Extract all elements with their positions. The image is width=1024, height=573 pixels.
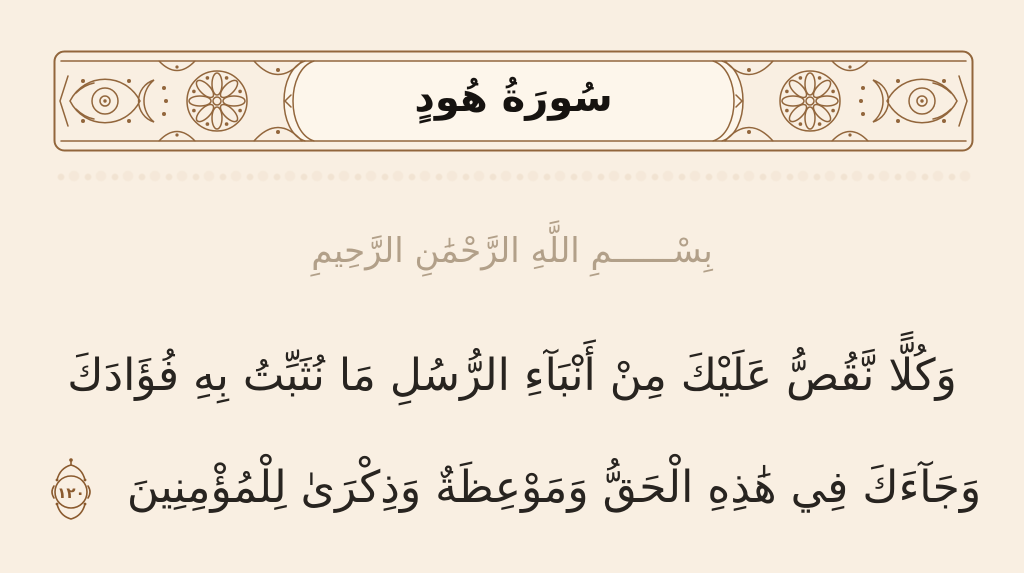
verse-line-2-text: وَجَآءَكَ فِي هَٰذِهِ الْحَقُّ وَمَوْعِظَةٌ وَذِكْرَىٰ لِلْمُؤْمِنِينَ [126,462,982,513]
ayah-number: ١٢٠ [57,484,85,502]
verse-line-2 [0,432,1024,544]
bismillah-text: بِسْــــــمِ اللَّهِ الرَّحْمَٰنِ الرَّحِيمِ [311,231,713,271]
verse-line-1: وَكُلًّا نَّقُصُّ عَلَيْكَ مِنْ أَنْبَآءِ الرُّسُلِ مَا نُثَبِّتُ بِهِ فُؤَادَكَ [67,350,957,401]
surah-title: سُورَةُ هُودٍ [414,75,613,121]
ayah-number-medallion [43,457,99,523]
verse-block [0,320,1024,544]
decorative-pattern-strip [54,168,974,185]
surah-header-banner [53,50,974,152]
